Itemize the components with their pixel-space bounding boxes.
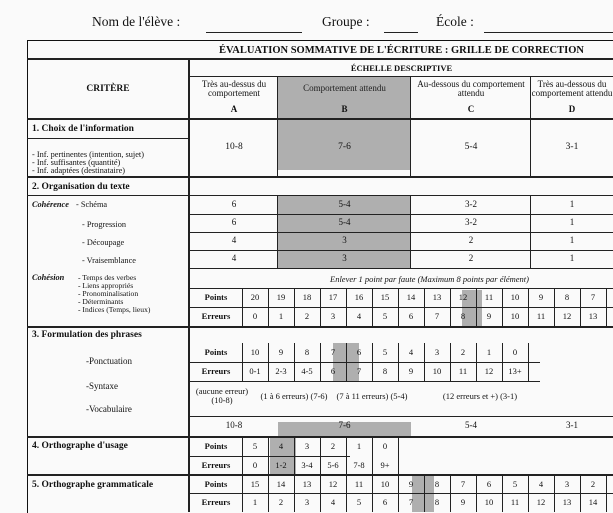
s3-total-d: 3-1 (566, 420, 578, 431)
usage-errors-cell[interactable]: 0 (252, 459, 258, 470)
cohesion-errors-cell[interactable]: 6 (408, 311, 414, 322)
cohesion-item: - Liens appropriés (78, 281, 134, 290)
s2-val: 3 (342, 235, 347, 246)
gram-points-cell[interactable]: 11 (354, 478, 364, 489)
school-field[interactable] (484, 32, 613, 33)
cohesion-errors-cell[interactable]: 0 (252, 311, 258, 322)
usage-points-cell[interactable]: 5 (252, 441, 258, 452)
phrases-points-cell[interactable]: 4 (408, 347, 414, 358)
gram-errors-cell[interactable]: 11 (510, 497, 520, 508)
cohesion-errors-cell[interactable]: 10 (510, 311, 520, 322)
usage-errors-cell[interactable]: 9+ (380, 459, 390, 470)
usage-points-cell[interactable]: 4 (278, 441, 284, 452)
cohesion-points-cell[interactable]: 8 (564, 292, 570, 303)
s1-value-d: 3-1 (565, 142, 579, 153)
phrases-errors-cell[interactable]: 10 (432, 366, 442, 377)
s2-val: 4 (231, 235, 237, 246)
cohesion-points-cell[interactable]: 16 (354, 292, 364, 303)
phrases-errors-cell[interactable]: 0-1 (249, 366, 261, 377)
cohesion-points-cell[interactable]: 9 (538, 292, 544, 303)
cohesion-points-cell[interactable]: 19 (276, 292, 286, 303)
s2-val: 2 (468, 253, 474, 264)
cohesion-errors-cell[interactable]: 11 (536, 311, 546, 322)
gram-points-cell[interactable]: 15 (250, 478, 260, 489)
s3-item: -Ponctuation (86, 356, 132, 366)
cohesion-errors-cell[interactable]: 13 (588, 311, 598, 322)
phrases-points-cell[interactable]: 1 (486, 347, 492, 358)
s2-val: 5-4 (338, 217, 351, 228)
cohesion-errors-cell[interactable]: 1 (278, 311, 284, 322)
gram-points-cell[interactable]: 12 (328, 478, 338, 489)
gram-points-cell[interactable]: 10 (380, 478, 390, 489)
cohesion-item: - Indices (Temps, lieux) (78, 305, 151, 314)
phrases-points-label: Points (204, 347, 228, 358)
gram-points-label: Points (204, 478, 228, 489)
gram-errors-cell[interactable]: 3 (304, 497, 310, 508)
phrases-errors-cell[interactable]: 13+ (508, 366, 522, 377)
s2-val: 3 (342, 253, 347, 264)
usage-errors-cell[interactable]: 1-2 (275, 459, 287, 470)
gram-points-cell[interactable]: 3 (564, 478, 570, 489)
student-header (0, 10, 613, 38)
s2-row-label: - Découpage (82, 238, 125, 247)
phrases-points-cell[interactable]: 10 (250, 347, 260, 358)
usage-points-cell[interactable]: 3 (304, 441, 310, 452)
usage-points-cell[interactable]: 0 (382, 441, 388, 452)
section1-title: 1. Choix de l'information (32, 124, 134, 134)
col-b-desc: Comportement attendu (303, 83, 386, 94)
s2-val: 3-2 (465, 199, 477, 210)
col-d-letter: D (568, 104, 576, 115)
s3-range: (7 à 11 erreurs) (5-4) (336, 390, 408, 401)
cohesion-points-cell[interactable]: 12 (458, 292, 468, 303)
phrases-errors-cell[interactable]: 2-3 (275, 366, 287, 377)
cohesion-item: - Temps des verbes (78, 273, 137, 282)
cohesion-points-cell[interactable]: 18 (302, 292, 312, 303)
s2-row-label: - Vraisemblance (82, 256, 136, 265)
gram-errors-cell[interactable]: 7 (408, 497, 414, 508)
gram-points-cell[interactable]: 13 (302, 478, 312, 489)
s2-val: 1 (569, 217, 575, 228)
gram-errors-label: Erreurs (201, 497, 231, 508)
cohesion-points-cell[interactable]: 10 (510, 292, 520, 303)
phrases-points-cell[interactable]: 3 (434, 347, 440, 358)
gram-points-cell[interactable]: 5 (512, 478, 518, 489)
cohesion-points-cell[interactable]: 15 (380, 292, 390, 303)
s3-total-c: 5-4 (465, 420, 477, 431)
s1-item: - Inf. adaptées (destinataire) (32, 166, 126, 175)
gram-points-cell[interactable]: 8 (434, 478, 440, 489)
col-a-letter: A (230, 104, 238, 115)
col-c-letter: C (467, 104, 475, 115)
col-c-desc: Au-dessous du comportement attendu (417, 78, 525, 98)
group-field[interactable] (384, 32, 418, 33)
usage-points-cell[interactable]: 2 (330, 441, 336, 452)
usage-errors-label: Erreurs (201, 459, 231, 470)
phrases-errors-cell[interactable]: 12 (484, 366, 494, 377)
usage-errors-cell[interactable]: 5-6 (327, 459, 339, 470)
cohesion-points-cell[interactable]: 20 (250, 292, 260, 303)
phrases-errors-cell[interactable]: 6 (330, 366, 336, 377)
cohesion-errors-cell[interactable]: 7 (434, 311, 440, 322)
cohesion-errors-cell[interactable]: 4 (356, 311, 362, 322)
s2-val: 5-4 (338, 199, 351, 210)
student-name-field[interactable] (206, 32, 302, 33)
section3-title: 3. Formulation des phrases (32, 330, 142, 340)
group-label: Groupe : (322, 14, 370, 29)
phrases-points-cell[interactable]: 0 (512, 347, 518, 358)
phrases-errors-cell[interactable]: 9 (408, 366, 414, 377)
cohesion-points-cell[interactable]: 11 (484, 292, 494, 303)
s2-val: 1 (569, 253, 575, 264)
cohesion-points-cell[interactable]: 7 (590, 292, 596, 303)
cohesion-errors-label: Erreurs (201, 311, 231, 322)
gram-errors-cell[interactable]: 10 (484, 497, 494, 508)
cohesion-errors-cell[interactable]: 9 (486, 311, 492, 322)
col-b-letter: B (341, 104, 348, 115)
usage-errors-cell[interactable]: 7-8 (353, 459, 365, 470)
cohesion-note: Enlever 1 point par faute (Maximum 8 points par élément) (330, 273, 530, 284)
gram-errors-cell[interactable]: 8 (434, 497, 440, 508)
gram-errors-cell[interactable]: 2 (278, 497, 284, 508)
s2-val: 1 (569, 235, 575, 246)
phrases-errors-cell[interactable]: 8 (382, 366, 388, 377)
s3-total-b: 7-6 (338, 420, 351, 431)
gram-errors-cell[interactable]: 4 (330, 497, 336, 508)
gram-points-cell[interactable]: 9 (408, 478, 414, 489)
usage-points-label: Points (204, 441, 228, 452)
col-a-desc: Très au-dessus du comportement (201, 78, 267, 98)
criteria-header: CRITÈRE (86, 84, 130, 95)
section2-title: 2. Organisation du texte (32, 182, 130, 192)
s2-row-label: - Progression (82, 220, 127, 229)
cohesion-item: - Déterminants (78, 297, 124, 306)
cohesion-errors-cell[interactable]: 3 (330, 311, 336, 322)
phrases-errors-cell[interactable]: 4-5 (301, 366, 313, 377)
phrases-points-cell[interactable]: 7 (330, 347, 336, 358)
s1-value-b: 7-6 (338, 142, 351, 153)
gram-points-cell[interactable]: 14 (276, 478, 286, 489)
gram-points-cell[interactable]: 2 (590, 478, 596, 489)
school-label: École : (436, 14, 474, 29)
s2-row-label: - Schéma (76, 200, 108, 209)
gram-errors-cell[interactable]: 12 (536, 497, 546, 508)
usage-errors-cell[interactable]: 3-4 (301, 459, 313, 470)
s3-item: -Syntaxe (86, 381, 118, 391)
s3-range: (12 erreurs et +) (3-1) (442, 390, 518, 401)
s3-total-a: 10-8 (225, 420, 243, 431)
phrases-errors-label: Erreurs (201, 366, 231, 377)
cohesion-errors-cell[interactable]: 8 (460, 311, 466, 322)
phrases-errors-cell[interactable]: 7 (356, 366, 362, 377)
student-name-label: Nom de l'élève : (92, 14, 181, 29)
section5-title: 5. Orthographe grammaticale (32, 480, 154, 490)
s3-item: -Vocabulaire (86, 404, 132, 414)
s1-item: - Inf. suffisantes (quantité) (32, 158, 121, 167)
cohesion-item: - Pronominalisation (78, 289, 139, 298)
s2-val: 6 (231, 217, 237, 228)
cohesion-errors-cell[interactable]: 5 (382, 311, 388, 322)
s1-value-a: 10-8 (225, 142, 243, 153)
cohesion-points-cell[interactable]: 14 (406, 292, 416, 303)
grid-title: ÉVALUATION SOMMATIVE DE L'ÉCRITURE : GRILLE DE CORRECTION (219, 45, 584, 57)
phrases-errors-cell[interactable]: 11 (458, 366, 468, 377)
section4-title: 4. Orthographe d'usage (32, 441, 128, 451)
scale-header: ÉCHELLE DESCRIPTIVE (350, 62, 453, 73)
gram-points-cell[interactable]: 6 (486, 478, 492, 489)
gram-errors-cell[interactable]: 5 (356, 497, 362, 508)
gram-errors-cell[interactable]: 6 (382, 497, 388, 508)
s2-val: 4 (231, 253, 237, 264)
s1-item: - Inf. pertinentes (intention, sujet) (32, 150, 144, 159)
cohesion-errors-cell[interactable]: 12 (562, 311, 572, 322)
cohesion-points-cell[interactable]: 17 (328, 292, 338, 303)
phrases-points-cell[interactable]: 6 (356, 347, 362, 358)
phrases-points-cell[interactable]: 2 (460, 347, 466, 358)
phrases-points-cell[interactable]: 5 (382, 347, 388, 358)
col-d-desc: Très au-dessous du comportement attendu (531, 78, 613, 98)
coherence-label: Cohérence (32, 200, 69, 209)
s2-val: 3-2 (465, 217, 477, 228)
gram-points-cell[interactable]: 7 (460, 478, 466, 489)
usage-points-cell[interactable]: 1 (356, 441, 362, 452)
phrases-points-cell[interactable]: 8 (304, 347, 310, 358)
cohesion-points-cell[interactable]: 13 (432, 292, 442, 303)
gram-errors-cell[interactable]: 9 (460, 497, 466, 508)
s3-range: (aucune erreur) (10-8) (195, 386, 249, 405)
gram-errors-cell[interactable]: 13 (562, 497, 572, 508)
phrases-points-cell[interactable]: 9 (278, 347, 284, 358)
s3-range: (1 à 6 erreurs) (7-6) (260, 390, 328, 401)
s2-val: 2 (468, 235, 474, 246)
cohesion-label: Cohésion (32, 273, 65, 282)
s2-val: 6 (231, 199, 237, 210)
cohesion-errors-cell[interactable]: 2 (304, 311, 310, 322)
gram-errors-cell[interactable]: 14 (588, 497, 598, 508)
gram-errors-cell[interactable]: 1 (252, 497, 258, 508)
cohesion-points-label: Points (204, 292, 228, 303)
s1-value-c: 5-4 (464, 142, 478, 153)
s2-val: 1 (569, 199, 575, 210)
gram-points-cell[interactable]: 4 (538, 478, 544, 489)
